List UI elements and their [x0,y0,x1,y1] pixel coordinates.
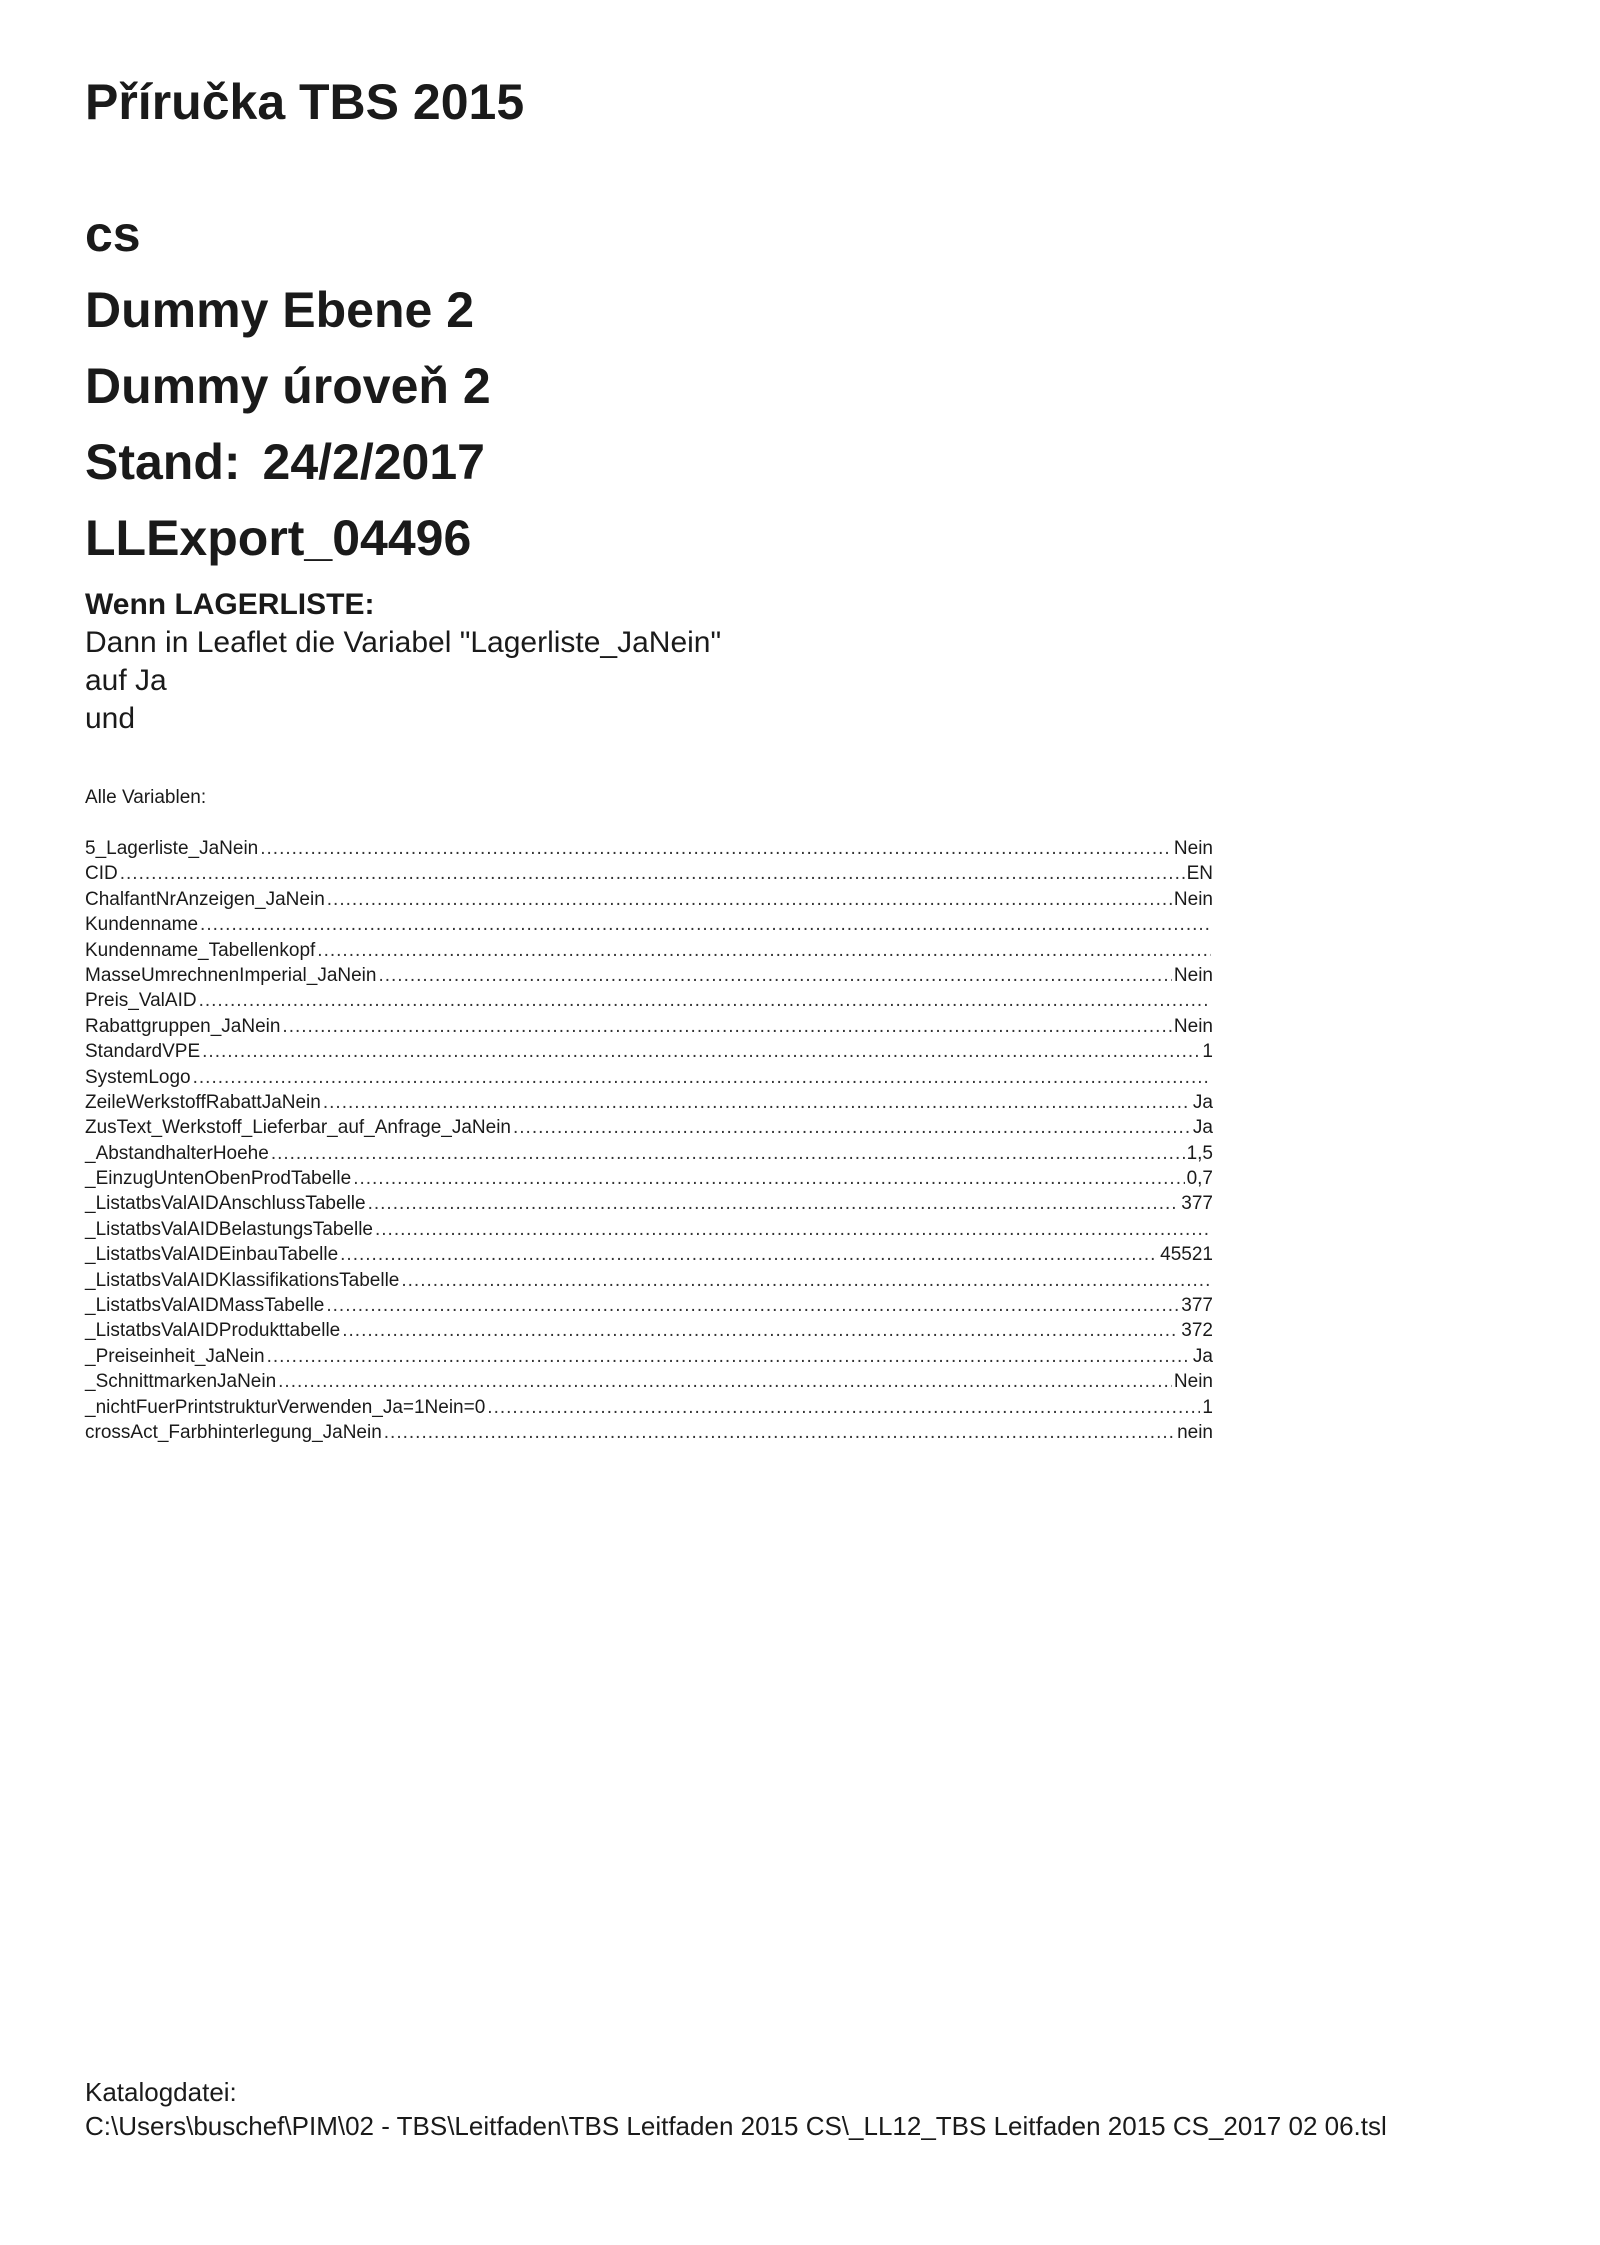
variable-row [85,988,1213,1013]
instructions-heading: Wenn LAGERLISTE: [85,588,375,621]
variable-name: _ListatbsValAIDEinbauTabelle [85,1244,339,1266]
dot-leader [317,938,1211,963]
variable-row [85,938,1213,963]
variable-value: nein [1177,1421,1213,1443]
dot-leader [340,1242,1158,1267]
variable-name: _SchnittmarkenJaNein [85,1371,277,1393]
variable-value: 377 [1181,1295,1213,1317]
variable-value: Ja [1192,1345,1213,1367]
catalog-file-path: C:\Users\buschef\PIM\02 - TBS\Leitfaden\TBS Leitfaden 2015 CS\_LL12_TBS Leitfaden 2015 CS_2017 02 06.tsl [85,2111,1387,2141]
variable-name: _ListatbsValAIDAnschlussTabelle [85,1193,366,1215]
variable-value: 1 [1202,1396,1213,1418]
dot-leader [327,887,1172,912]
dot-leader [326,1293,1179,1318]
export-id: LLExport_04496 [85,510,472,566]
variable-row [85,1217,1213,1242]
dot-leader [278,1369,1172,1394]
stand-date: 24/2/2017 [262,434,485,490]
dot-leader [375,1217,1211,1242]
variable-name: 5_Lagerliste_JaNein [85,838,259,859]
dot-leader [202,1039,1200,1064]
variable-name: ZeileWerkstoffRabattJaNein [85,1091,321,1113]
level-cs: Dummy úroveň 2 [85,358,491,414]
variable-row [85,861,1213,886]
variable-value: Nein [1173,1371,1213,1393]
variable-row [85,1166,1213,1191]
variable-name: Rabattgruppen_JaNein [85,1015,281,1037]
variable-value: Ja [1192,1091,1213,1113]
variable-row [85,836,1213,861]
variable-row [85,1344,1213,1369]
variable-value: Ja [1192,1117,1213,1139]
variable-name: _Preiseinheit_JaNein [85,1345,265,1367]
variable-value: 377 [1181,1193,1213,1215]
variable-value: Nein [1173,888,1213,910]
dot-leader [260,836,1172,861]
variable-name: crossAct_Farbhinterlegung_JaNein [85,1421,382,1443]
instruction-line: und [85,702,136,735]
instruction-line: auf Ja [85,664,167,697]
stand-line [85,424,491,500]
instructions-block [85,586,721,738]
variable-row [85,912,1213,937]
variable-value: 45521 [1160,1244,1213,1266]
variable-value: 1 [1202,1041,1213,1063]
variable-row [85,1141,1213,1166]
dot-leader [271,1141,1185,1166]
variable-row [85,1268,1213,1293]
dot-leader [401,1268,1211,1293]
variable-value: EN [1186,863,1213,885]
dot-leader [353,1166,1184,1191]
level-de: Dummy Ebene 2 [85,282,475,338]
stand-label: Stand: [85,434,241,490]
variable-name: StandardVPE [85,1041,201,1063]
variable-value: 1,5 [1186,1142,1213,1164]
variable-row [85,1115,1213,1140]
variable-name: ChalfantNrAnzeigen_JaNein [85,888,325,910]
variable-row [85,963,1213,988]
variable-name: SystemLogo [85,1066,191,1088]
variable-name: _EinzugUntenObenProdTabelle [85,1168,352,1190]
dot-leader [323,1090,1191,1115]
dot-leader [378,963,1171,988]
variable-name: _ListatbsValAIDProdukttabelle [85,1320,341,1342]
variable-value: 0,7 [1186,1168,1213,1190]
variable-name: _ListatbsValAIDMassTabelle [85,1295,325,1317]
variable-row [85,1242,1213,1267]
variable-row [85,1293,1213,1318]
instruction-line: Dann in Leaflet die Variabel "Lagerliste_JaNein" [85,626,722,659]
variable-row [85,1369,1213,1394]
variable-name: _nichtFuerPrintstrukturVerwenden_Ja=1Nein=0 [85,1396,486,1418]
variable-value: 372 [1181,1320,1213,1342]
variable-name: _ListatbsValAIDKlassifikationsTabelle [85,1269,400,1291]
variable-name: Kundenname [85,914,199,936]
dot-leader [267,1344,1191,1369]
variable-row [85,1090,1213,1115]
dot-leader [487,1395,1200,1420]
variable-row [85,1065,1213,1090]
dot-leader [342,1318,1179,1343]
variable-value: Nein [1173,1015,1213,1037]
variable-name: _ListatbsValAIDBelastungsTabelle [85,1218,373,1240]
variable-row [85,1318,1213,1343]
variable-row [85,1039,1213,1064]
dot-leader [384,1420,1175,1445]
dot-leader [368,1191,1180,1216]
variables-list [85,836,1213,1445]
dot-leader [282,1014,1172,1039]
dot-leader [193,1065,1211,1090]
variable-name: Preis_ValAID [85,990,197,1012]
dot-leader [200,912,1211,937]
variable-name: _AbstandhalterHoehe [85,1142,269,1164]
variable-row [85,1014,1213,1039]
variables-label: Alle Variablen: [85,787,207,808]
variable-row [85,1191,1213,1216]
language-code: cs [85,206,141,262]
variable-row [85,1420,1213,1445]
footer [85,2075,1387,2143]
variable-row [85,887,1213,912]
variable-value: Nein [1173,838,1213,859]
dot-leader [120,861,1185,886]
variable-name: MasseUmrechnenImperial_JaNein [85,964,377,986]
variable-row [85,1395,1213,1420]
variable-name: CID [85,863,118,885]
document-meta [85,196,491,576]
variable-name: ZusText_Werkstoff_Lieferbar_auf_Anfrage_JaNein [85,1117,511,1139]
document-title: Příručka TBS 2015 [85,74,525,130]
variable-name: Kundenname_Tabellenkopf [85,939,316,961]
catalog-file-label: Katalogdatei: [85,2077,237,2107]
dot-leader [513,1115,1191,1140]
dot-leader [199,988,1211,1013]
variable-value: Nein [1173,964,1213,986]
